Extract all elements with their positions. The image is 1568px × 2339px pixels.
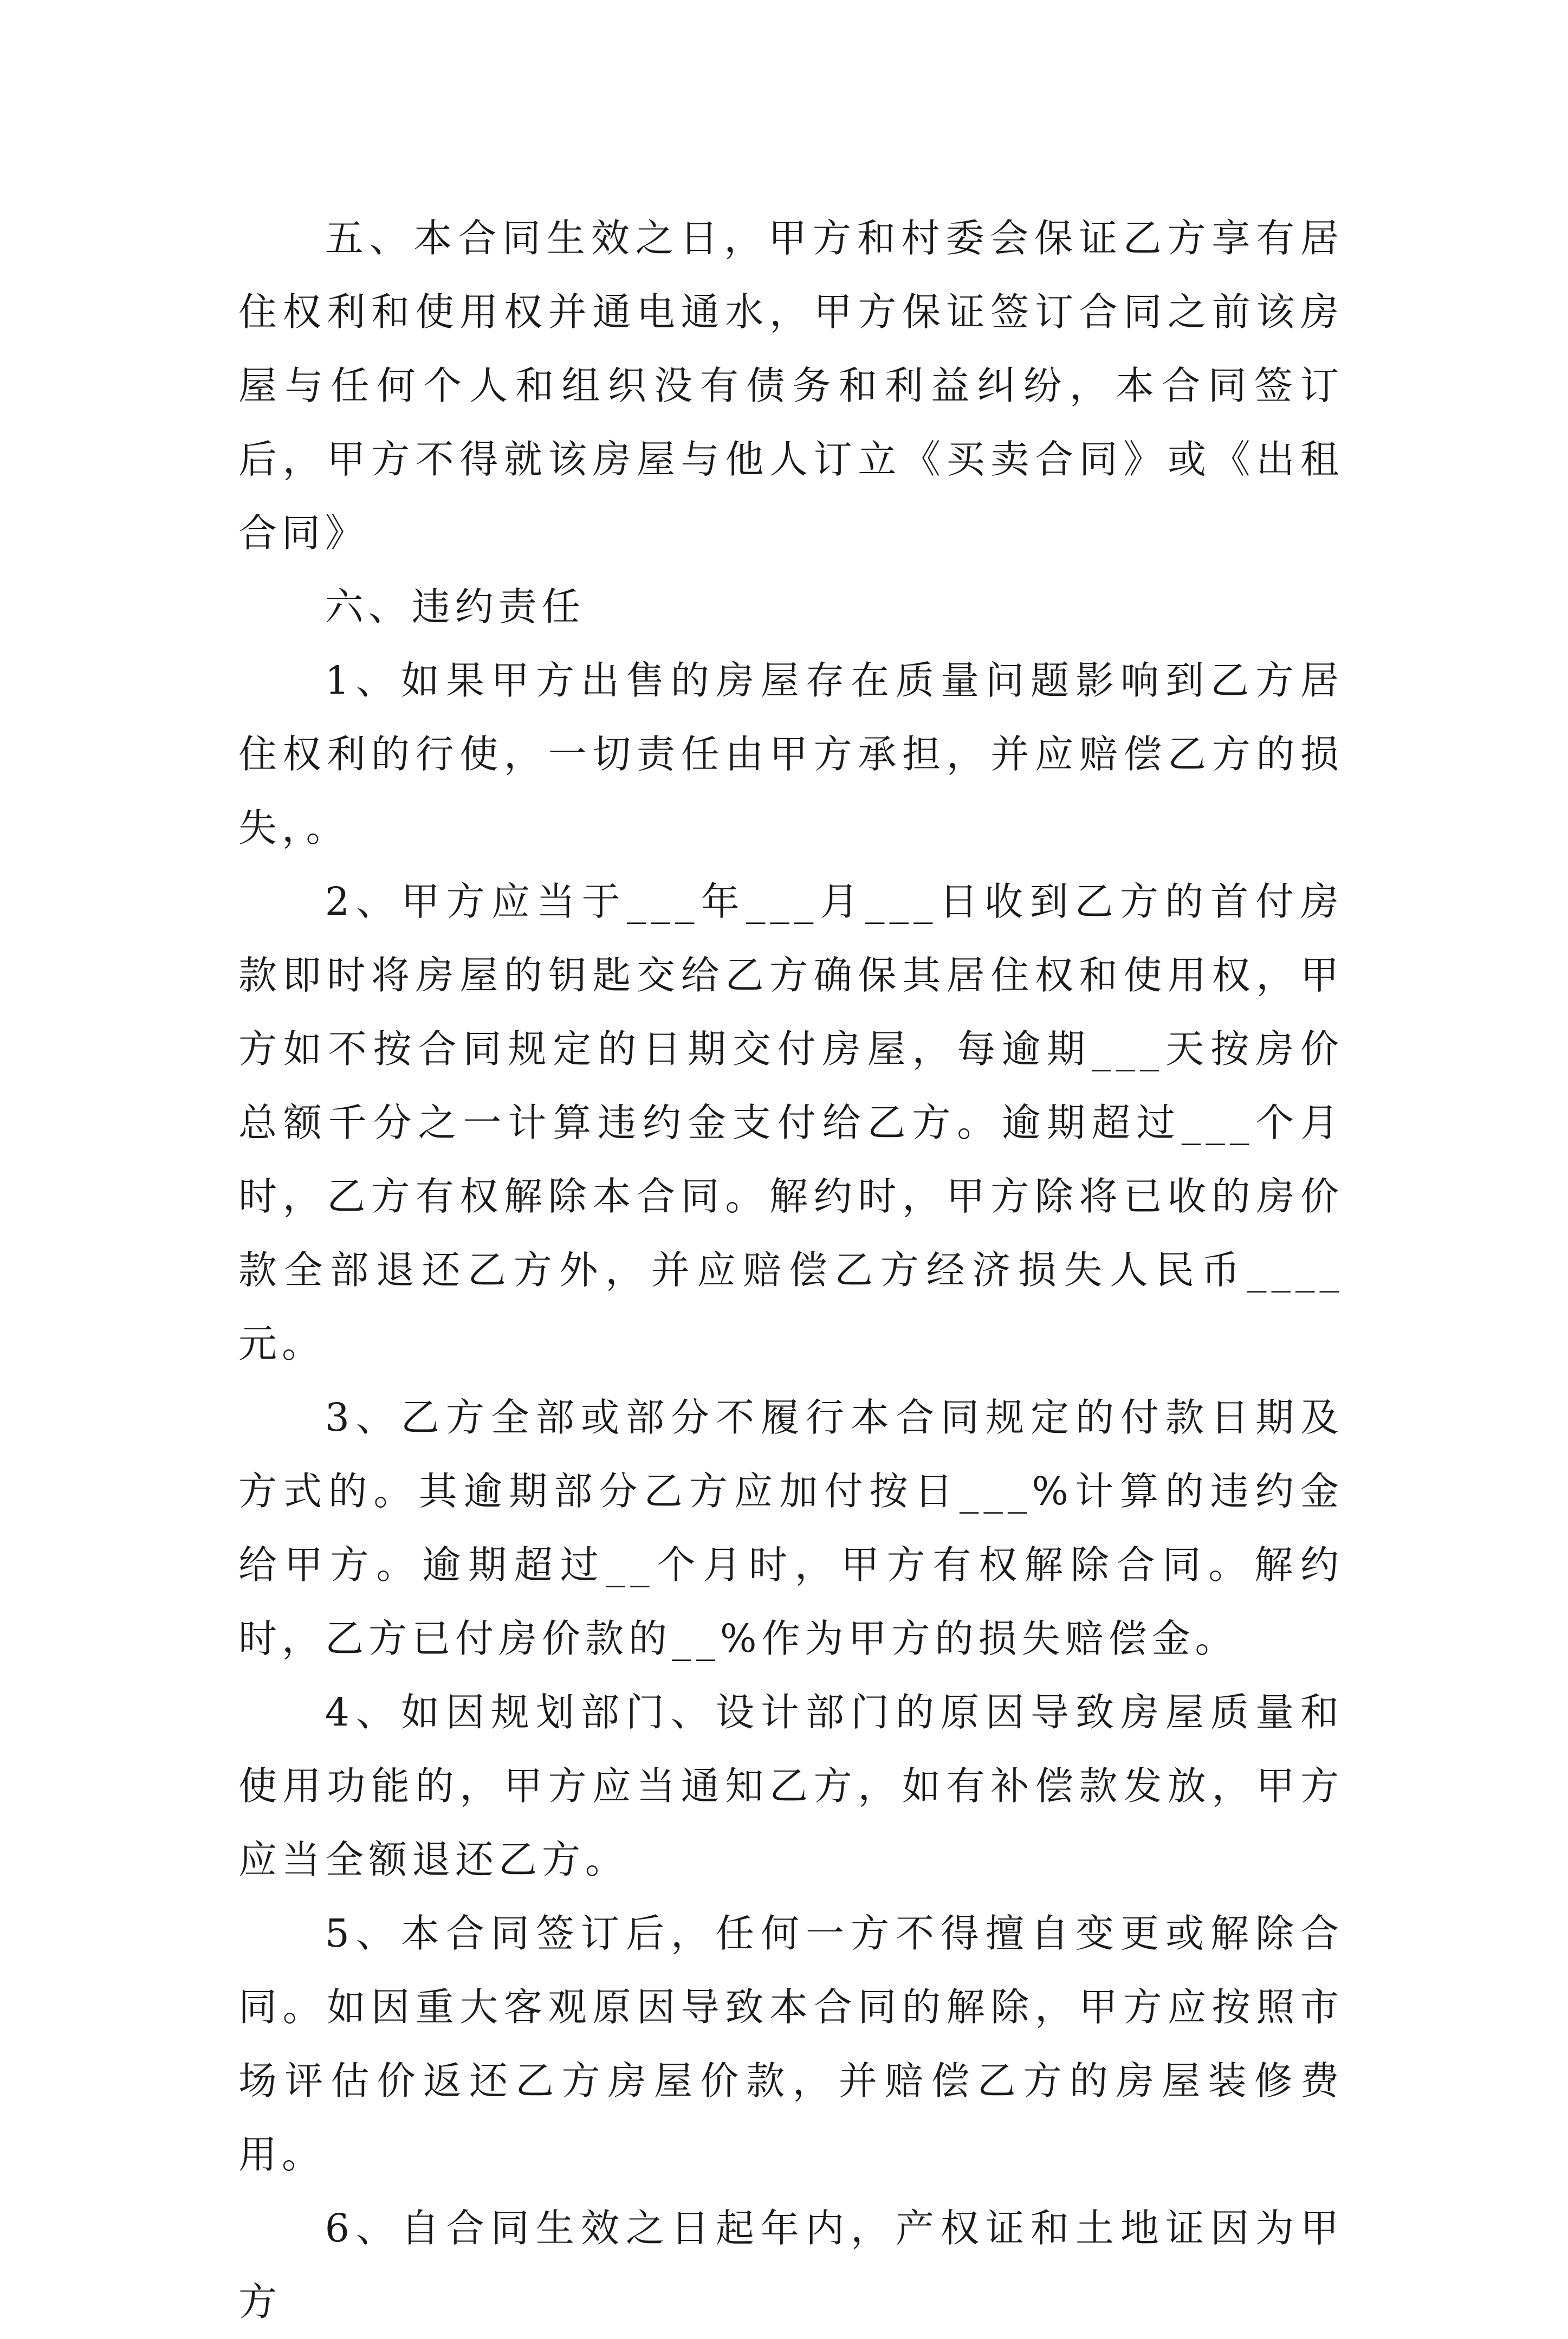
- clause-5-warranty: 五、本合同生效之日，甲方和村委会保证乙方享有居住权利和使用权并通电通水，甲方保证签订合同之前该房屋与任何个人和组织没有债务和利益纠纷，本合同签订后，甲方不得就该房屋与他人订立《买卖合同》或《出租合同》: [238, 216, 1344, 555]
- clause-6-3: 3、乙方全部或部分不履行本合同规定的付款日期及方式的。其逾期部分乙方应加付按日___%计算的违约金给甲方。逾期超过__个月时，甲方有权解除合同。解约时，乙方已付房价款的__%作为甲方的损失赔偿金。: [238, 1395, 1344, 1661]
- clause-6-2: 2、甲方应当于___年___月___日收到乙方的首付房款即时将房屋的钥匙交给乙方确保其居住权和使用权，甲方如不按合同规定的日期交付房屋，每逾期___天按房价总额千分之一计算违约金支付给乙方。逾期超过___个月时，乙方有权解除本合同。解约时，甲方除将已收的房价款全部退还乙方外，并应赔偿乙方经济损失人民币____元。: [238, 879, 1344, 1366]
- clause-6-6: 6、自合同生效之日起年内，产权证和土地证因为甲方: [238, 2206, 1344, 2324]
- clause-6-1: 1、如果甲方出售的房屋存在质量问题影响到乙方居住权利的行使，一切责任由甲方承担，并应赔偿乙方的损失，。: [238, 658, 1344, 850]
- clause-6-4: 4、如因规划部门、设计部门的原因导致房屋质量和使用功能的，甲方应当通知乙方，如有补偿款发放，甲方应当全额退还乙方。: [238, 1690, 1344, 1882]
- contract-body: [238, 202, 1344, 2339]
- section-6-heading: 六、违约责任: [325, 584, 585, 629]
- clause-6-5: 5、本合同签订后，任何一方不得擅自变更或解除合同。如因重大客观原因导致本合同的解除，甲方应按照市场评估价返还乙方房屋价款，并赔偿乙方的房屋装修费用。: [238, 1911, 1344, 2177]
